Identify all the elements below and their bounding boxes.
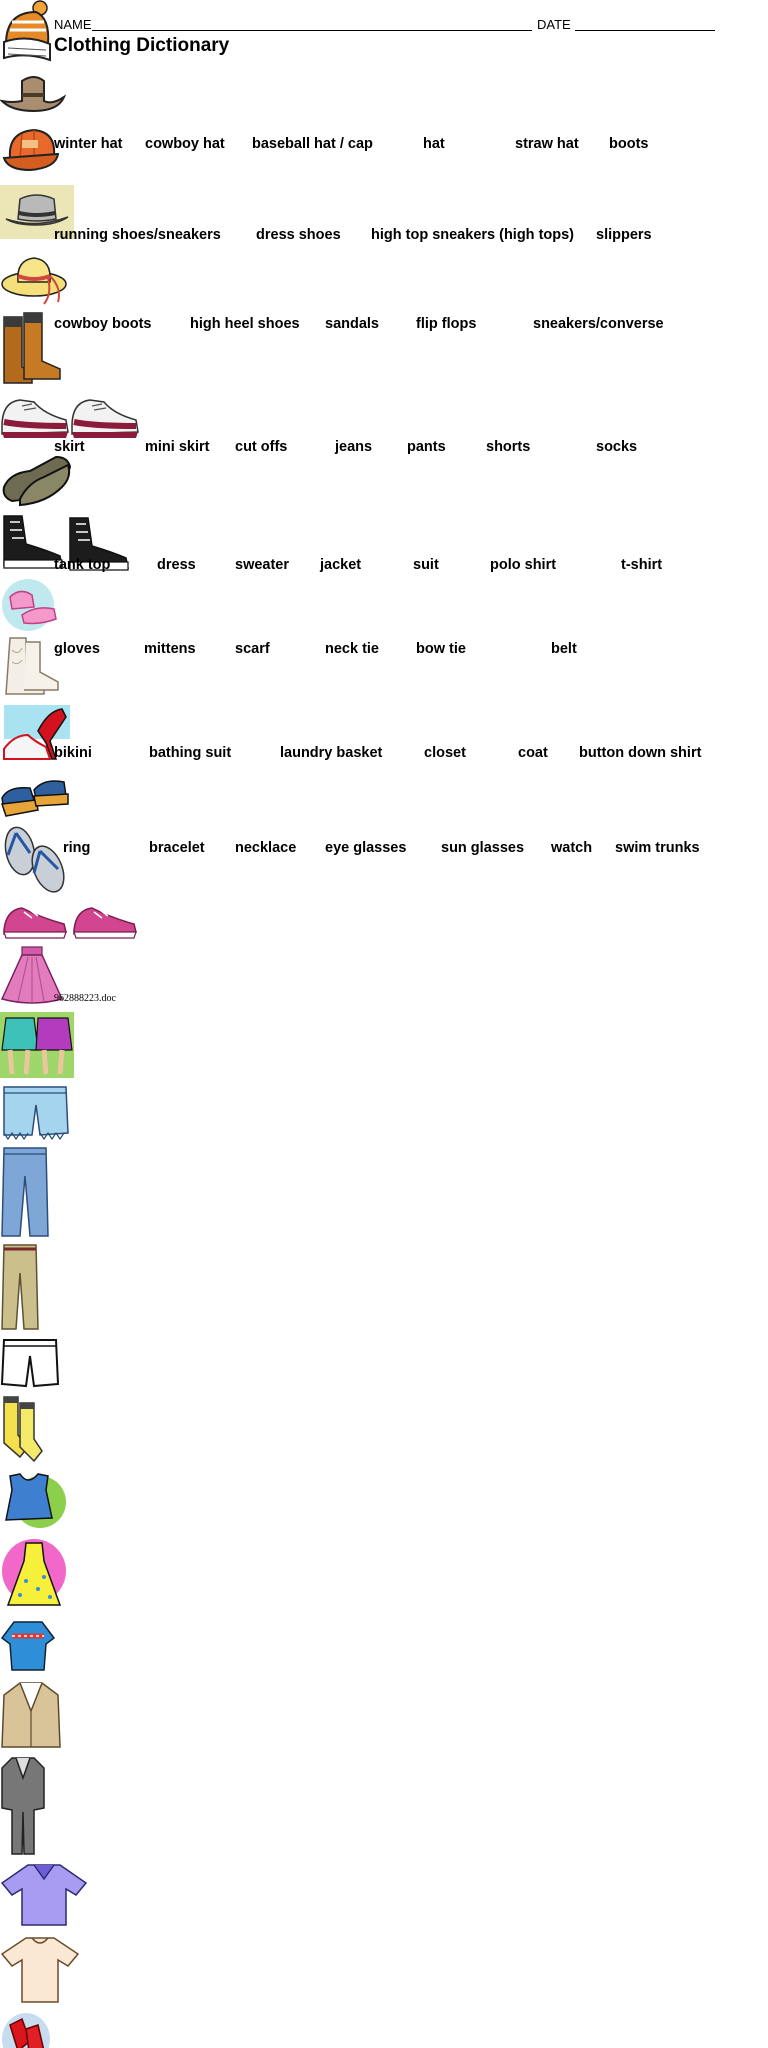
straw-hat-icon: [0, 244, 70, 306]
flip-flops-icon: [0, 825, 68, 897]
name-blank[interactable]: [92, 30, 532, 31]
mini-skirt-icon: [0, 1012, 74, 1078]
label-boots: boots: [609, 136, 649, 152]
label-sun-glasses: sun glasses: [441, 840, 525, 856]
label-swim-trunks: swim trunks: [615, 840, 700, 856]
pants-icon: [0, 1243, 40, 1331]
label-jacket: jacket: [320, 557, 362, 573]
label-polo-shirt: polo shirt: [490, 557, 557, 573]
dress-shoes-icon: [0, 447, 74, 509]
label-watch: watch: [551, 840, 593, 856]
baseball-hat-icon: [0, 124, 62, 180]
label-neck-tie: neck tie: [325, 641, 379, 657]
converse-sneakers-icon: [0, 902, 140, 940]
label-straw-hat: straw hat: [515, 136, 579, 152]
label-shorts: shorts: [486, 439, 531, 455]
label-necklace: necklace: [235, 840, 297, 856]
label-bikini: bikini: [54, 745, 92, 761]
jeans-icon: [0, 1146, 50, 1238]
name-label: NAME: [54, 17, 92, 32]
label-pants: pants: [407, 439, 446, 455]
label-winter-hat: winter hat: [54, 136, 123, 152]
t-shirt-icon: [0, 1934, 80, 2006]
running-shoes-icon: [0, 392, 140, 442]
label-bow-tie: bow tie: [416, 641, 466, 657]
tank-top-icon: [0, 1468, 68, 1532]
label-bathing-suit: bathing suit: [149, 745, 232, 761]
label-mini-skirt: mini skirt: [145, 439, 210, 455]
cut-offs-icon: [0, 1083, 70, 1141]
label-belt: belt: [551, 641, 577, 657]
shorts-icon: [0, 1336, 60, 1390]
label-slippers: slippers: [596, 227, 652, 243]
cowboy-boots-icon: [0, 636, 62, 696]
label-coat: coat: [518, 745, 548, 761]
label-laundry-basket: laundry basket: [280, 745, 383, 761]
date-label: DATE: [537, 17, 571, 32]
item-baseball-hat: [0, 124, 768, 185]
label-flip-flops: flip flops: [416, 316, 477, 332]
page-title: Clothing Dictionary: [54, 35, 230, 56]
label-skirt: skirt: [54, 439, 85, 455]
socks-icon: [0, 1395, 44, 1463]
label-converse: sneakers/converse: [533, 316, 664, 332]
label-dress: dress: [157, 557, 196, 573]
label-baseball-hat: baseball hat / cap: [252, 136, 373, 152]
label-eye-glasses: eye glasses: [325, 840, 407, 856]
label-bracelet: bracelet: [149, 840, 205, 856]
label-running-shoes: running shoes/sneakers: [54, 227, 221, 243]
label-jeans: jeans: [335, 439, 373, 455]
gloves-icon: [0, 2011, 50, 2048]
polo-shirt-icon: [0, 1861, 88, 1929]
sandals-icon: [0, 770, 70, 820]
label-hat: hat: [423, 136, 445, 152]
label-scarf: scarf: [235, 641, 270, 657]
dress-icon: [0, 1537, 68, 1613]
label-suit: suit: [413, 557, 439, 573]
header-line: [54, 17, 716, 35]
slippers-icon: [0, 577, 62, 631]
cowboy-hat-icon: [0, 71, 66, 119]
label-sandals: sandals: [325, 316, 379, 332]
label-tank-top: tank top: [54, 557, 111, 573]
label-socks: socks: [596, 439, 638, 455]
label-gloves: gloves: [54, 641, 100, 657]
label-high-tops: high top sneakers (high tops): [371, 227, 575, 243]
label-button-down: button down shirt: [579, 745, 702, 761]
label-cut-offs: cut offs: [235, 439, 288, 455]
label-closet: closet: [424, 745, 466, 761]
jacket-icon: [0, 1681, 62, 1751]
file-name: 962888223.doc: [54, 993, 116, 1004]
label-mittens: mittens: [144, 641, 196, 657]
label-cowboy-boots: cowboy boots: [54, 316, 152, 332]
label-sweater: sweater: [235, 557, 290, 573]
label-high-heel: high heel shoes: [190, 316, 300, 332]
winter-hat-icon: [0, 0, 54, 66]
label-ring: ring: [63, 840, 91, 856]
suit-icon: [0, 1756, 46, 1856]
label-t-shirt: t-shirt: [621, 557, 663, 573]
label-cowboy-hat: cowboy hat: [145, 136, 225, 152]
label-dress-shoes: dress shoes: [256, 227, 341, 243]
date-blank[interactable]: [575, 30, 715, 31]
sweater-icon: [0, 1618, 56, 1676]
